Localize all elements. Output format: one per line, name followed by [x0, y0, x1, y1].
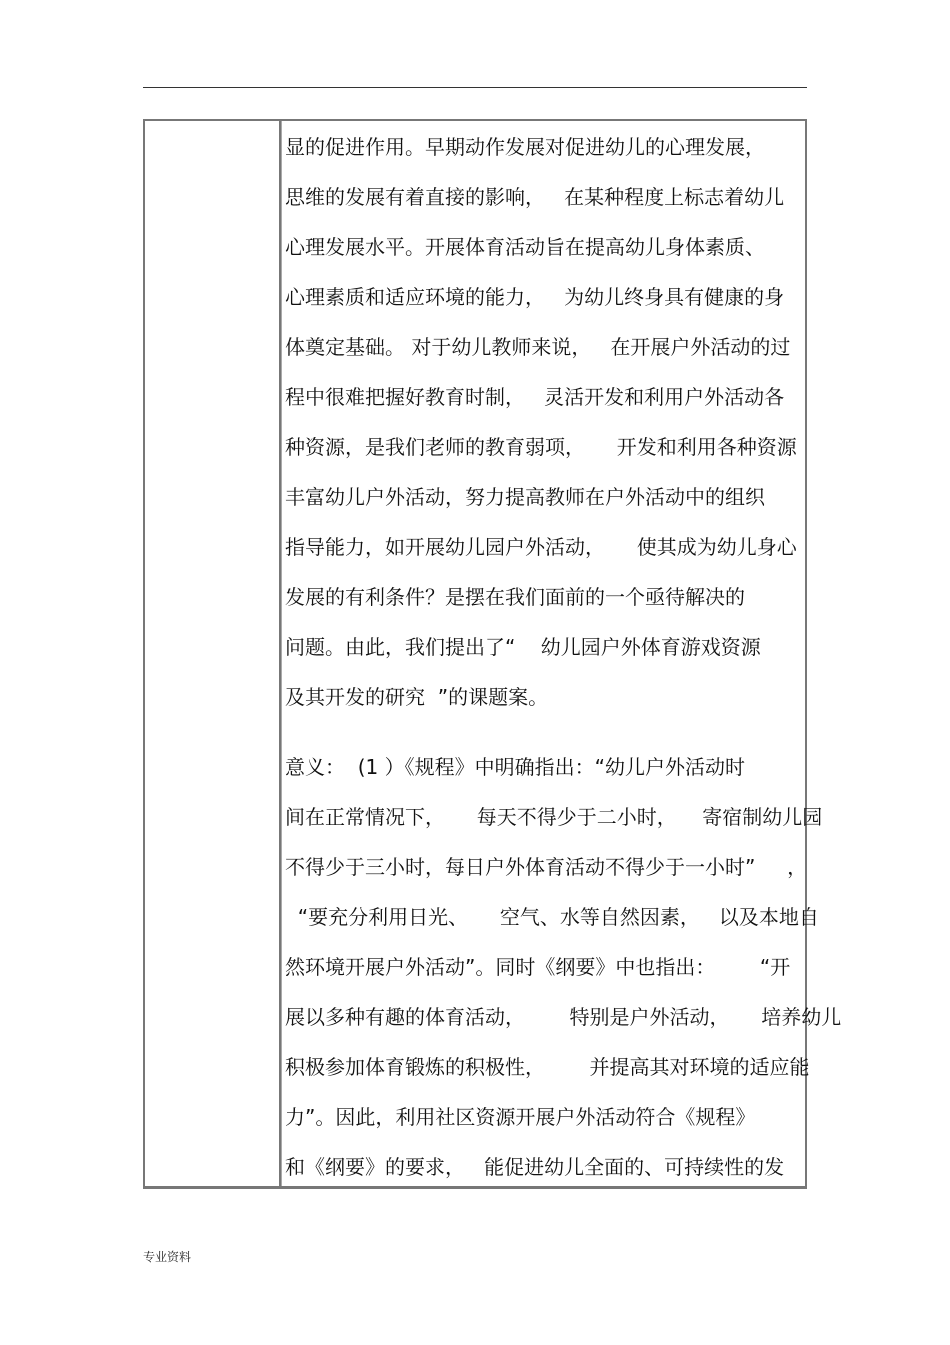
text-line: 积极参加体育锻炼的积极性， 并提高其对环境的适应能: [285, 1055, 810, 1079]
text-line: 心理发展水平。开展体育活动旨在提高幼儿身体素质、: [285, 235, 765, 259]
text-line: 丰富幼儿户外活动，努力提高教师在户外活动中的组织: [285, 485, 765, 509]
text-line: 展以多种有趣的体育活动， 特别是户外活动， 培养幼儿: [285, 1005, 842, 1029]
text-line: 体奠定基础。 对于幼儿教师来说， 在开展户外活动的过: [285, 335, 791, 359]
text-line: 种资源，是我们老师的教育弱项， 开发和利用各种资源: [285, 435, 797, 459]
table-left-cell: [145, 121, 281, 1186]
table-right-cell: [281, 121, 842, 1186]
paragraph-significance: [285, 742, 842, 1192]
text-line: 程中很难把握好教育时制， 灵活开发和利用户外活动各: [285, 385, 785, 409]
text-line: 思维的发展有着直接的影响， 在某种程度上标志着幼儿: [285, 185, 785, 209]
text-line: 间在正常情况下， 每天不得少于二小时， 寄宿制幼儿园: [285, 805, 823, 829]
text-line: 问题。由此，我们提出了“ 幼儿园户外体育游戏资源: [285, 635, 761, 659]
text-line: 然环境开展户外活动”。同时《纲要》中也指出： “开: [285, 955, 791, 979]
text-line: 心理素质和适应环境的能力， 为幼儿终身具有健康的身: [285, 285, 785, 309]
text-line: 显的促进作用。早期动作发展对促进幼儿的心理发展，: [285, 135, 765, 159]
text-line: 及其开发的研究 ”的课题案。: [285, 685, 549, 709]
content-table: [143, 119, 842, 1189]
text-line: 和《纲要》的要求， 能促进幼儿全面的、可持续性的发: [285, 1155, 785, 1179]
text-line: 不得少于三小时，每日户外体育活动不得少于一小时” ，: [285, 855, 808, 879]
footer-label: 专业资料: [143, 1250, 192, 1264]
header-rule: [143, 87, 807, 88]
text-line: 意义： (1 ）《规程》中明确指出：“幼儿户外活动时: [285, 755, 745, 779]
text-line: 指导能力，如开展幼儿园户外活动， 使其成为幼儿身心: [285, 535, 797, 559]
paragraph-background: [285, 122, 805, 722]
text-line: 力”。因此，利用社区资源开展户外活动符合《规程》: [285, 1105, 756, 1129]
text-line: 发展的有利条件？是摆在我们面前的一个亟待解决的: [285, 585, 745, 609]
text-line: “要充分利用日光、 空气、水等自然因素， 以及本地自: [285, 905, 819, 929]
